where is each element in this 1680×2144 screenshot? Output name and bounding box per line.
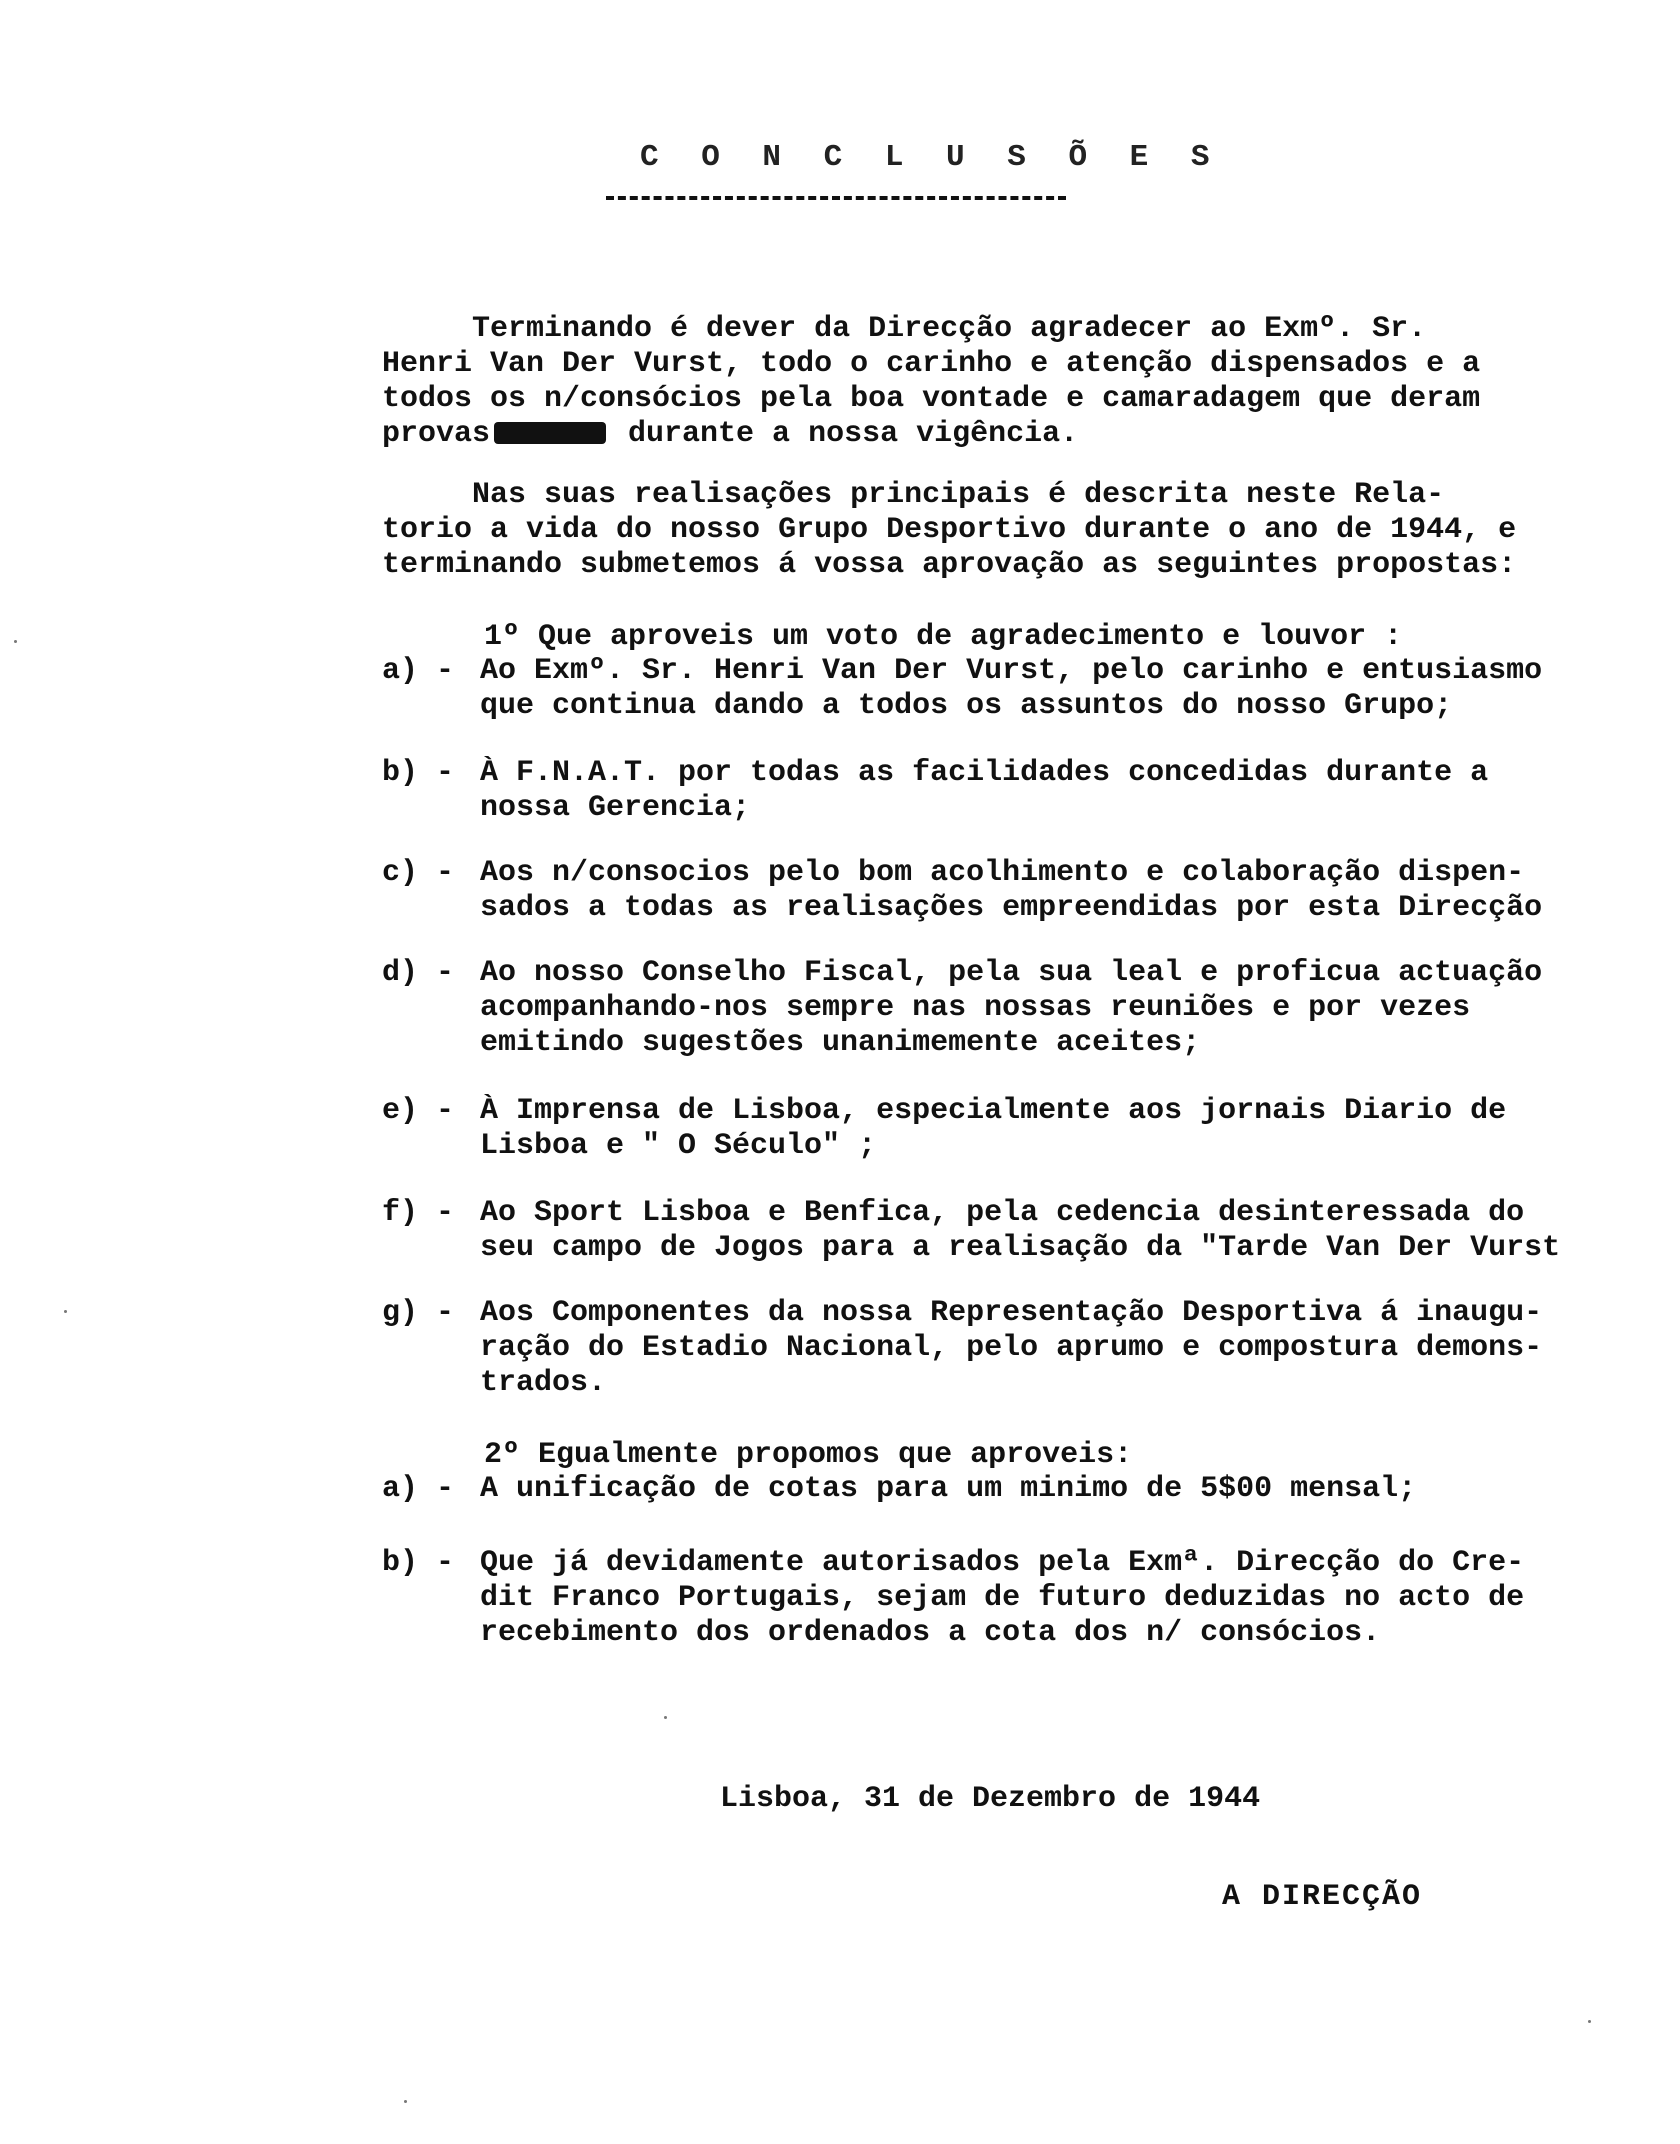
intro-text-1a: Terminando é dever da Direcção agradecer ao Exmº. Sr. Henri Van Der Vurst, todo o carinho e atenção dispensados e a todos os n/consócios pela boa vontade e camaradagem que deram provas <box>382 312 1481 451</box>
item-text: À Imprensa de Lisboa, especialmente aos jornais Diario de Lisboa e " O Século" ; <box>480 1094 1507 1163</box>
item-marker: a) - <box>382 1472 455 1506</box>
item-marker: d) - <box>382 956 455 990</box>
page-title: C O N C L U S Õ E S <box>640 140 1222 175</box>
scan-speck <box>404 2100 407 2103</box>
section2-heading: 2º Egualmente propomos que aproveis: <box>484 1438 1133 1472</box>
item-text: À F.N.A.T. por todas as facilidades concedidas durante a nossa Gerencia; <box>480 756 1489 825</box>
item-text: A unificação de cotas para um minimo de 5$00 mensal; <box>480 1472 1417 1506</box>
item-marker: c) - <box>382 856 455 890</box>
title-underline <box>606 196 1066 200</box>
item-text: Aos Componentes da nossa Representação Desportiva á inaugu- ração do Estadio Nacional, pelo aprumo e compostura demons- trados. <box>480 1296 1543 1400</box>
item-marker: a) - <box>382 654 455 688</box>
item-marker: f) - <box>382 1196 455 1230</box>
item-text: Ao nosso Conselho Fiscal, pela sua leal e proficua actuação acompanhando-nos sempre nas nossas reuniões e por vezes emitindo sugestões unanimemente aceites; <box>480 956 1543 1060</box>
place-and-date: Lisboa, 31 de Dezembro de 1944 <box>720 1782 1261 1816</box>
item-text: Ao Sport Lisboa e Benfica, pela cedencia desinteressada do seu campo de Jogos para a realisação da "Tarde Van Der Vurst <box>480 1196 1561 1265</box>
item-text: Aos n/consocios pelo bom acolhimento e colaboração dispen- sados a todas as realisações empreendidas por esta Direcção <box>480 856 1543 925</box>
item-marker: g) - <box>382 1296 455 1330</box>
signature-line: A DIRECÇÃO <box>1222 1880 1423 1914</box>
redaction-mark <box>494 422 606 444</box>
section1-heading: 1º Que aproveis um voto de agradecimento e louvor : <box>484 620 1403 654</box>
item-marker: b) - <box>382 756 455 790</box>
item-marker: b) - <box>382 1546 455 1580</box>
scan-speck <box>664 1716 667 1719</box>
scan-speck <box>1588 2020 1591 2023</box>
item-marker: e) - <box>382 1094 455 1128</box>
item-text: Que já devidamente autorisados pela Exmª. Direcção do Cre- dit Franco Portugais, sejam de futuro deduzidas no acto de recebimento dos ordenados a cota dos n/ consócios. <box>480 1546 1525 1650</box>
intro-text-1b: durante a nossa vigência. <box>610 417 1079 451</box>
item-text: Ao Exmº. Sr. Henri Van Der Vurst, pelo carinho e entusiasmo que continua dando a todos os assuntos do nosso Grupo; <box>480 654 1543 723</box>
intro-paragraph-2: Nas suas realisações principais é descrita neste Rela- torio a vida do nosso Grupo Desportivo durante o ano de 1944, e terminando submetemos á vossa aprovação as seguintes propostas: <box>382 478 1517 582</box>
scan-speck <box>64 1310 67 1313</box>
scan-speck <box>14 640 17 643</box>
intro-paragraph-1 <box>382 312 1642 452</box>
